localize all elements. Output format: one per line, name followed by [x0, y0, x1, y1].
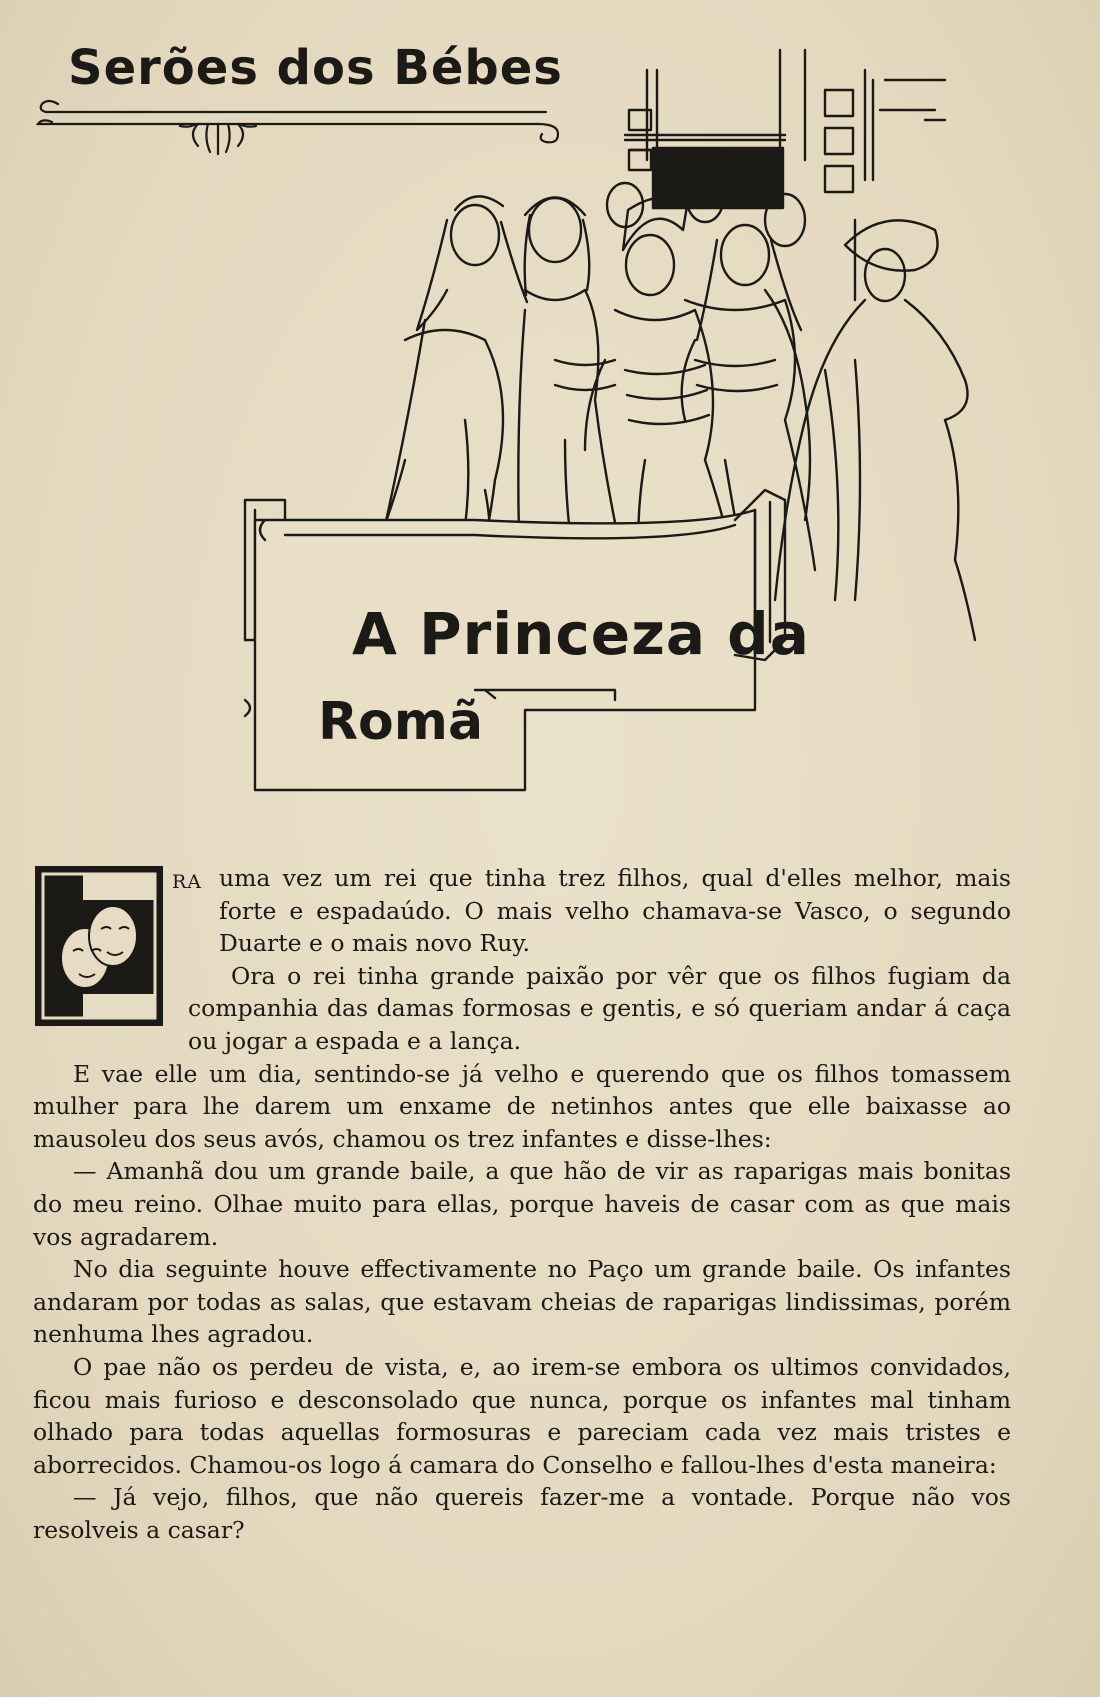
- paragraph-7: — Já vejo, filhos, que não quereis fazer-me a vontade. Porque não vos resolveis a casar?: [33, 1483, 1011, 1544]
- story-body: [33, 862, 1011, 1546]
- dropcap-rest: RA: [172, 871, 203, 893]
- story-title-line2: Romã: [318, 692, 484, 752]
- header-title: Serões dos Bébes: [68, 40, 563, 96]
- paragraph-3: E vae elle um dia, sentindo-se já velho e querendo que os filhos tomassem mulher para lhe darem um enxame de netinhos antes que elle baixasse ao mausoleu dos seus avós, chamou os trez infantes e disse-lhes:: [33, 1059, 1011, 1153]
- paragraph-6: O pae não os perdeu de vista, e, ao irem-se embora os ultimos convidados, ficou mais furioso e desconsolado que nunca, porque os infantes mal tinham olhado para todas aquellas formosuras e pareciam cada vez mais tristes e aborrecidos. Chamou-os logo á camara do Conselho e fallou-lhes d'esta maneira:: [33, 1352, 1011, 1479]
- paragraph-5: No dia seguinte houve effectivamente no Paço um grande baile. Os infantes andaram por todas as salas, que estavam cheias de raparigas lindissimas, porém nenhuma lhes agradou.: [33, 1255, 1011, 1349]
- paragraph-4: — Amanhã dou um grande baile, a que hão de vir as raparigas mais bonitas do meu reino. Olhae muito para ellas, porque haveis de casar com as que mais vos agradarem.: [33, 1157, 1011, 1251]
- story-title-line1: A Princeza da: [352, 600, 810, 668]
- paragraph-1: uma vez um rei que tinha trez filhos, qual d'elles melhor, mais forte e espadaúdo. O mais velho chamava-se Vasco, o segundo Duarte e o mais novo Ruy.: [219, 864, 1011, 958]
- paragraph-2: Ora o rei tinha grande paixão por vêr que os filhos fugiam da companhia das damas formosas e gentis, e só queriam andar á caça ou jogar a espada e a lança.: [188, 961, 1011, 1055]
